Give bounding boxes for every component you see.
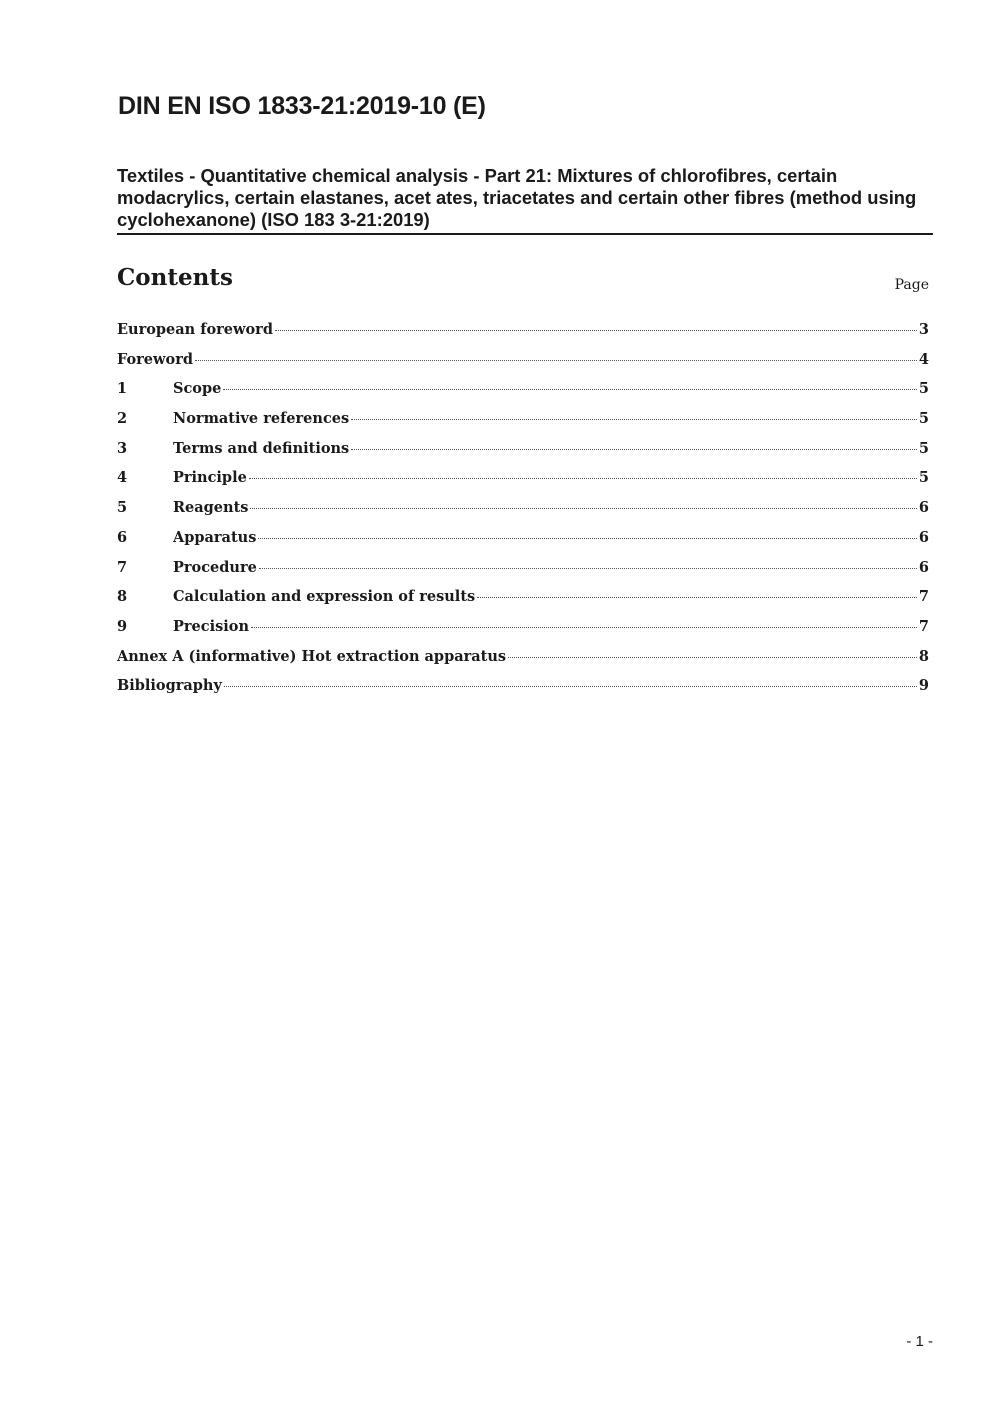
toc-entry[interactable] [117,588,929,618]
toc-entry[interactable] [117,321,929,351]
toc-entry-page: 7 [918,588,929,606]
toc-entry-page: 6 [918,499,929,517]
toc-entry-page: 3 [918,321,929,338]
document-subtitle: Textiles - Quantitative chemical analysis - Part 21: Mixtures of chlorofibres, certain modacrylics, certain elastanes, acet ates, triacetates and certain other fibres (method using cyclohexanone) (ISO 183 3-21:2019) [117,165,933,235]
toc-entry-title: Annex A (informative) Hot extraction apparatus [117,647,507,665]
toc-entry[interactable] [117,618,929,648]
toc-leader-dots [258,538,917,539]
toc-entry-page: 7 [918,617,929,635]
toc-entry-page: 5 [918,469,929,487]
toc-entry-title: Terms and definitions [173,439,350,457]
toc-entry[interactable] [117,410,929,440]
toc-entry[interactable] [117,529,929,559]
toc-leader-dots [224,686,917,687]
toc-entry-title: Principle [173,469,247,487]
toc-entry-title: Apparatus [173,528,257,546]
toc-entry-title: European foreword [117,321,273,338]
toc-entry-page: 6 [918,528,929,546]
toc-entry-title: Precision [173,617,249,635]
toc-entry-page: 4 [918,350,929,368]
toc-leader-dots [351,419,917,420]
toc-entry-number: 3 [117,439,128,457]
toc-leader-dots [223,389,917,390]
toc-entry[interactable] [117,559,929,589]
toc-entry[interactable] [117,648,929,678]
toc-entry-page: 9 [918,677,929,695]
toc-entry-title: Scope [173,380,222,398]
contents-heading: Contents [117,264,233,291]
toc-entry[interactable] [117,440,929,470]
toc-leader-dots [250,508,916,509]
toc-leader-dots [249,478,917,479]
toc-leader-dots [195,360,917,361]
toc-entry[interactable] [117,499,929,529]
toc-leader-dots [251,627,917,628]
toc-entry-page: 8 [918,647,929,665]
toc-entry-number: 9 [117,617,128,635]
toc-entry-title: Reagents [173,499,249,517]
toc-entry-number: 1 [117,380,128,398]
toc-entry-page: 5 [918,410,929,428]
toc-entry-title: Foreword [117,350,193,368]
toc-entry-page: 6 [918,558,929,576]
toc-leader-dots [259,568,917,569]
toc-leader-dots [477,597,917,598]
toc-leader-dots [351,449,917,450]
toc-entry-title: Procedure [173,558,257,576]
toc-entry-title: Bibliography [117,677,222,695]
page-column-label: Page [894,277,929,293]
toc-entry[interactable] [117,677,929,707]
toc-entry-number: 5 [117,499,128,517]
toc-entry-number: 8 [117,588,128,606]
toc-leader-dots [275,330,917,331]
footer-page-number: - 1 - [906,1333,933,1350]
toc-leader-dots [508,657,917,658]
toc-entry[interactable] [117,469,929,499]
toc-entry-number: 4 [117,469,128,487]
toc-entry-page: 5 [918,380,929,398]
toc-entry[interactable] [117,380,929,410]
table-of-contents [117,321,929,707]
toc-entry-number: 7 [117,558,128,576]
toc-entry[interactable] [117,351,929,381]
toc-entry-page: 5 [918,439,929,457]
document-id: DIN EN ISO 1833-21:2019-10 (E) [118,92,486,120]
toc-entry-title: Calculation and expression of results [173,588,476,606]
toc-entry-title: Normative references [173,410,350,428]
toc-entry-number: 2 [117,410,128,428]
toc-entry-number: 6 [117,528,128,546]
